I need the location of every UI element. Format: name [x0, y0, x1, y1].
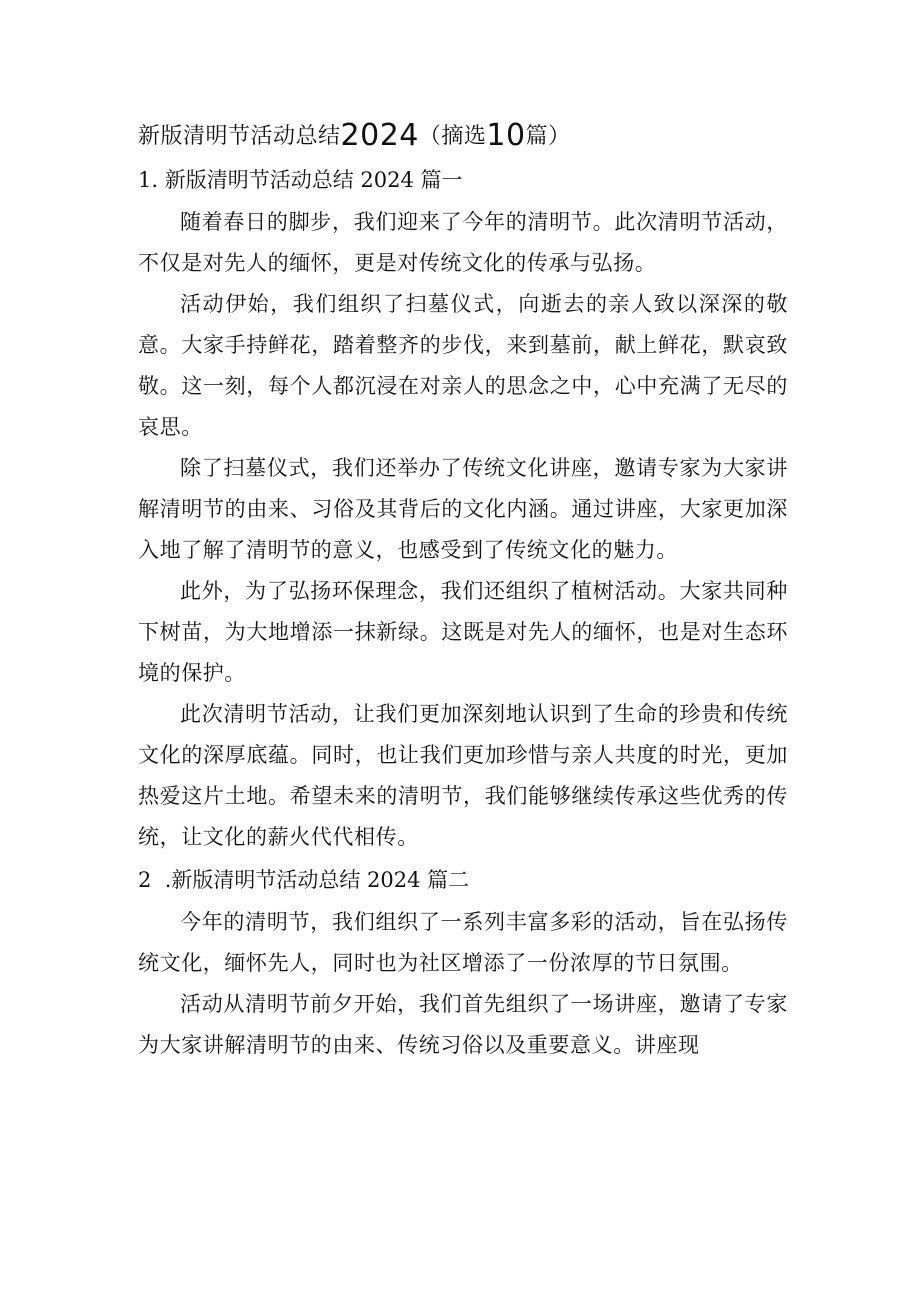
title-suffix: 篇）	[525, 124, 571, 149]
title-mid: （摘选	[418, 124, 487, 149]
paragraph: 活动从清明节前夕开始，我们首先组织了一场讲座，邀请了专家为大家讲解清明节的由来、传统习俗以及重要意义。讲座现	[138, 992, 788, 1057]
paragraph: 活动伊始，我们组织了扫墓仪式，向逝去的亲人致以深深的敬意。大家手持鲜花，踏着整齐的步伐，来到墓前，献上鲜花，默哀致敬。这一刻，每个人都沉浸在对亲人的思念之中，心中充满了无尽的哀思。	[138, 292, 788, 439]
section-heading: 2 .新版清明节活动总结 2024 篇二	[138, 868, 470, 892]
document-title	[138, 114, 788, 158]
paragraph: 此次清明节活动，让我们更加深刻地认识到了生命的珍贵和传统文化的深厚底蕴。同时，也让我们更加珍惜与亲人共度的时光，更加热爱这片土地。希望未来的清明节，我们能够继续传承这些优秀的传统，让文化的薪火代代相传。	[138, 702, 788, 849]
document-content	[138, 114, 788, 1066]
section-1	[138, 158, 788, 858]
title-prefix: 新版清明节活动总结	[138, 124, 341, 149]
title-year: 2024	[340, 118, 419, 153]
paragraph: 随着春日的脚步，我们迎来了今年的清明节。此次清明节活动，不仅是对先人的缅怀，更是对传统文化的传承与弘扬。	[138, 210, 788, 275]
title-count: 10	[486, 118, 526, 153]
section-2	[138, 858, 788, 1066]
section-heading: 1. 新版清明节活动总结 2024 篇一	[138, 168, 463, 192]
paragraph: 此外，为了弘扬环保理念，我们还组织了植树活动。大家共同种下树苗，为大地增添一抹新绿。这既是对先人的缅怀，也是对生态环境的保护。	[138, 579, 788, 685]
paragraph: 今年的清明节，我们组织了一系列丰富多彩的活动，旨在弘扬传统文化，缅怀先人，同时也为社区增添了一份浓厚的节日氛围。	[138, 910, 788, 975]
paragraph: 除了扫墓仪式，我们还举办了传统文化讲座，邀请专家为大家讲解清明节的由来、习俗及其背后的文化内涵。通过讲座，大家更加深入地了解了清明节的意义，也感受到了传统文化的魅力。	[138, 456, 788, 562]
